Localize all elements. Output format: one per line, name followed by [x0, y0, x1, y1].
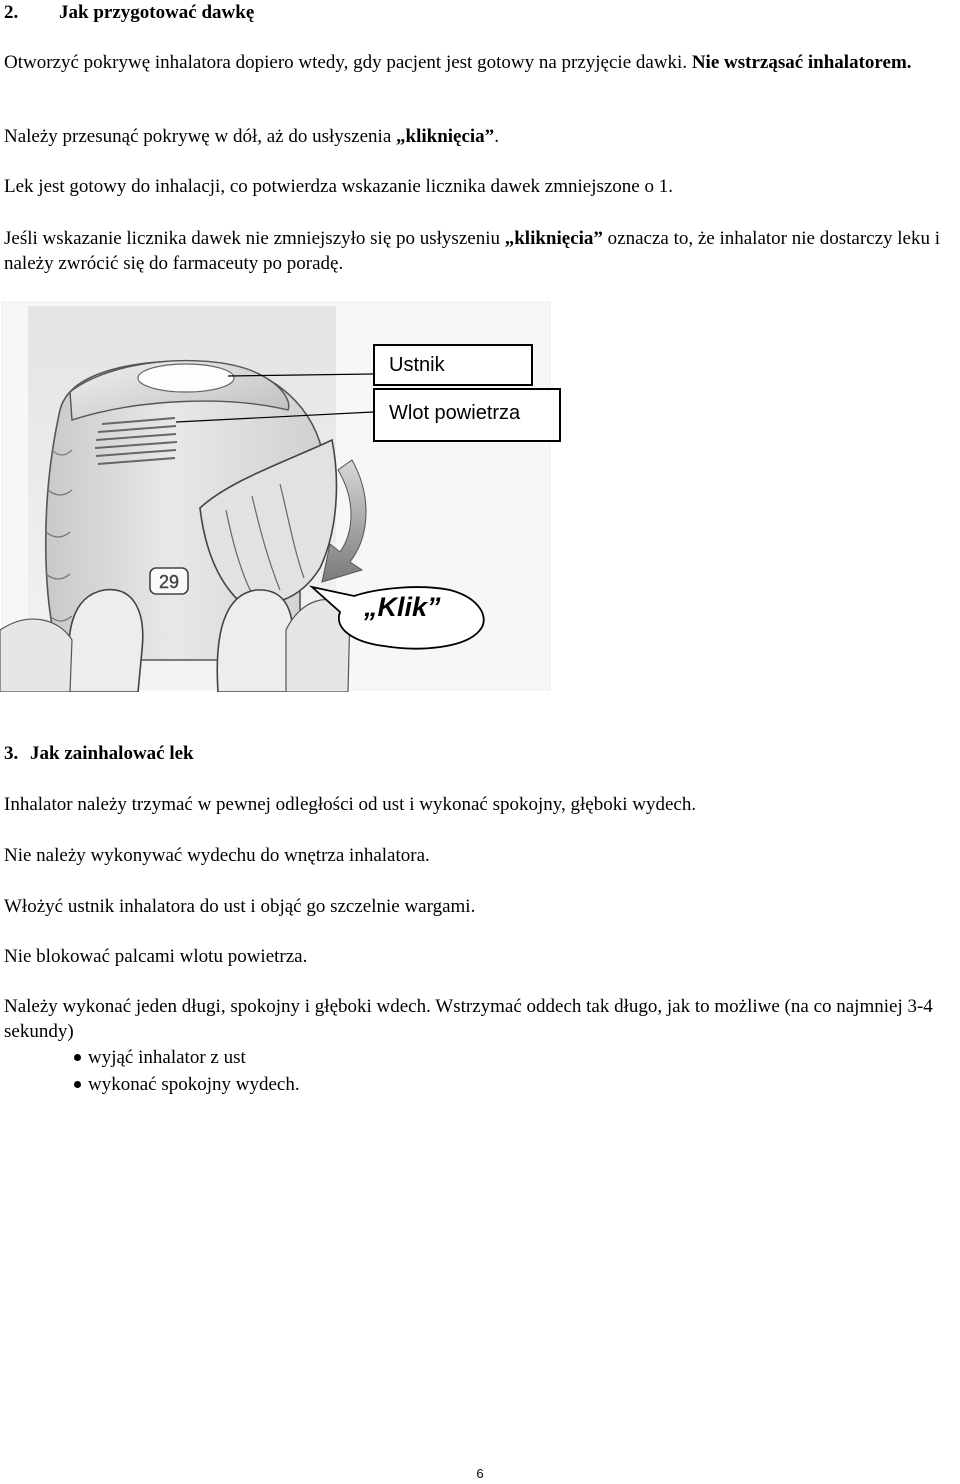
- section-3-paragraph-3: Włożyć ustnik inhalatora do ust i objąć go szczelnie wargami.: [4, 896, 476, 917]
- page-number: 6: [476, 1466, 484, 1481]
- air-inlet-label: Wlot powietrza: [389, 402, 521, 424]
- list-item: wykonać spokojny wydech.: [72, 1071, 300, 1098]
- left-thumb: [68, 590, 143, 692]
- section-2-title: Jak przygotować dawkę: [59, 2, 255, 23]
- section-3-paragraph-2: Nie należy wykonywać wydechu do wnętrza inhalatora.: [4, 845, 430, 866]
- air-inlet-callout: [373, 388, 561, 442]
- inhaler-illustration: [0, 300, 552, 692]
- section-3-title: Jak zainhalować lek: [30, 743, 194, 764]
- dose-counter-value: 29: [158, 572, 180, 592]
- section-2-paragraph-2: Należy przesunąć pokrywę w dół, aż do usłyszenia „kliknięcia”.: [4, 126, 499, 147]
- section-2-paragraph-1: Otworzyć pokrywę inhalatora dopiero wtedy, gdy pacjent jest gotowy na przyjęcie dawki. Nie wstrząsać inhalatorem.: [4, 52, 912, 73]
- section-3-paragraph-5: Należy wykonać jeden długi, spokojny i głęboki wdech. Wstrzymać oddech tak długo, jak to możliwe (na co najmniej 3-4 sekundy): [4, 996, 933, 1042]
- section-3-number: 3.: [4, 743, 19, 764]
- section-2-paragraph-4: Jeśli wskazanie licznika dawek nie zmniejszyło się po usłyszeniu „kliknięcia” oznacza to, że inhalator nie dostarczy leku i należy zwrócić się do farmaceuty po poradę.: [4, 228, 940, 274]
- click-label: „Klik”: [364, 592, 441, 622]
- section-2-number: 2.: [4, 2, 19, 23]
- no-shake-warning: Nie wstrząsać inhalatorem.: [691, 52, 912, 73]
- section-3-paragraph-1: Inhalator należy trzymać w pewnej odległości od ust i wykonać spokojny, głęboki wydech.: [4, 794, 697, 815]
- left-hand: [0, 619, 72, 692]
- mouthpiece-label: Ustnik: [389, 354, 445, 376]
- section-2-heading: [4, 2, 254, 24]
- list-item: wyjąć inhalator z ust: [72, 1044, 300, 1071]
- section-3-paragraph-4: Nie blokować palcami wlotu powietrza.: [4, 946, 308, 967]
- section-2-paragraph-3: Lek jest gotowy do inhalacji, co potwierdza wskazanie licznika dawek zmniejszone o 1.: [4, 176, 673, 197]
- mouthpiece-opening: [138, 364, 234, 392]
- section-3-heading: [4, 743, 194, 765]
- exhale-steps-list: [72, 1044, 300, 1098]
- mouthpiece-callout: [373, 344, 533, 386]
